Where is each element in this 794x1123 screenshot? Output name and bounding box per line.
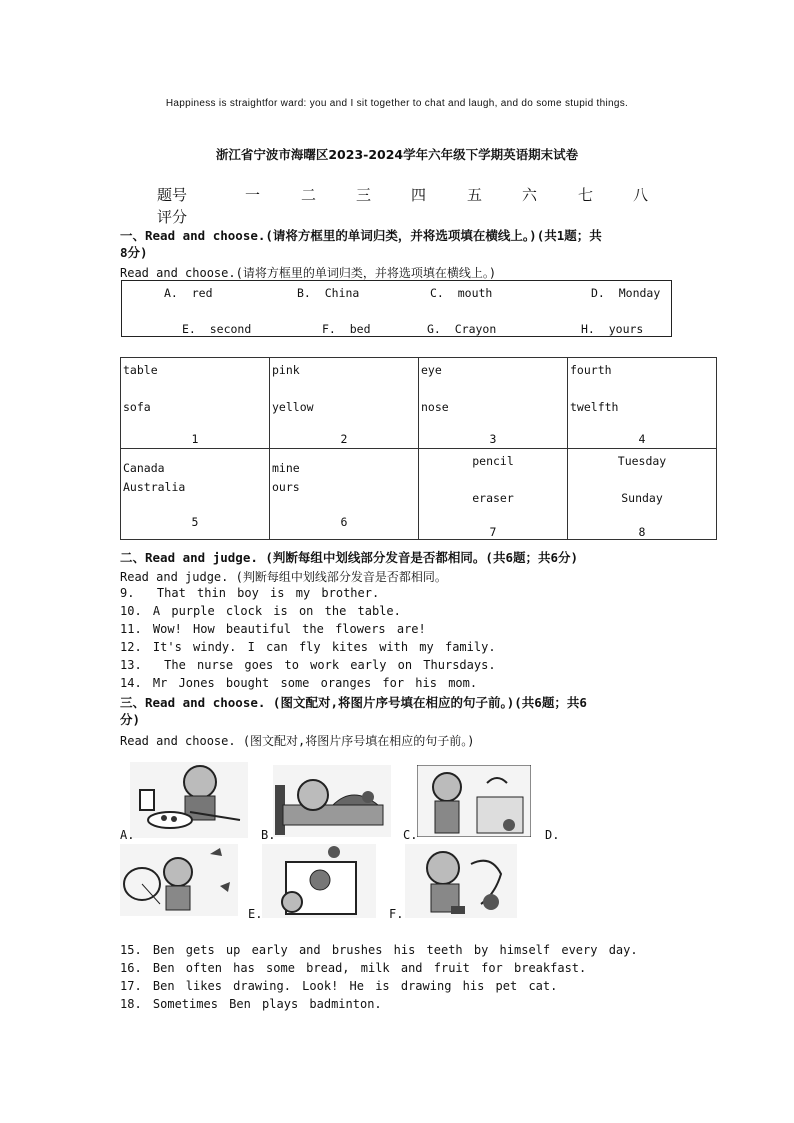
group-number: 8 — [638, 525, 646, 539]
score-row-label: 题号 — [157, 186, 188, 204]
picture-a-breakfast — [130, 762, 248, 838]
question-9: 9. That thin boy is my brother. — [120, 586, 380, 600]
score-col-5: 五 — [467, 186, 483, 204]
picture-d-badminton — [120, 844, 238, 916]
group-cell — [121, 449, 270, 540]
option-c: C. mouth — [430, 286, 493, 300]
group-word: nose — [421, 400, 449, 414]
picture-label-e: E. — [248, 907, 263, 921]
group-number: 4 — [638, 432, 646, 446]
group-word: yellow — [272, 400, 314, 414]
group-cell — [568, 358, 717, 449]
option-b: B. China — [297, 286, 360, 300]
group-number: 7 — [489, 525, 497, 539]
picture-label-b: B. — [261, 828, 276, 842]
page-title: 浙江省宁波市海曙区2023-2024学年六年级下学期英语期末试卷 — [215, 147, 579, 162]
score-col-8: 八 — [633, 186, 649, 204]
option-d: D. Monday — [591, 286, 661, 300]
question-11: 11. Wow! How beautiful the flowers are! — [120, 622, 426, 636]
picture-label-d: D. — [545, 828, 560, 842]
picture-label-f: F. — [389, 907, 404, 921]
group-number: 6 — [340, 515, 348, 529]
group-word: Tuesday — [617, 454, 667, 468]
question-18: 18. Sometimes Ben plays badminton. — [120, 997, 382, 1011]
group-cell — [121, 358, 270, 449]
section1-heading-line1: 一、Read and choose.(请将方框里的单词归类，并将选项填在横线上。)(共1题；共 — [120, 228, 602, 243]
group-cell — [419, 449, 568, 540]
group-number: 2 — [340, 432, 348, 446]
section3-instruction: Read and choose. (图文配对,将图片序号填在相应的句子前。) — [120, 734, 475, 748]
score-row2-label: 评分 — [157, 208, 188, 226]
group-word: ours — [272, 480, 300, 494]
picture-label-c: C. — [403, 828, 418, 842]
group-word: pink — [272, 363, 300, 377]
group-word: fourth — [570, 363, 612, 377]
group-word: Australia — [123, 480, 186, 494]
picture-f-boy-with-cat — [405, 844, 517, 918]
group-cell — [568, 449, 717, 540]
word-options-box — [121, 280, 672, 337]
group-cell — [270, 449, 419, 540]
score-col-4: 四 — [411, 186, 427, 204]
picture-e-drawing-cat — [262, 844, 376, 918]
group-word: eye — [421, 363, 442, 377]
score-col-1: 一 — [245, 186, 261, 204]
question-10: 10. A purple clock is on the table. — [120, 604, 401, 618]
section3-heading-line1: 三、Read and choose. (图文配对,将图片序号填在相应的句子前。)(共6题；共6 — [120, 695, 587, 710]
option-a: A. red — [164, 286, 213, 300]
group-number: 3 — [489, 432, 497, 446]
group-word: mine — [272, 461, 300, 475]
option-g: G. Crayon — [427, 322, 497, 336]
group-word: twelfth — [570, 400, 619, 414]
group-cell — [270, 358, 419, 449]
group-word: sofa — [123, 400, 151, 414]
question-13: 13. The nurse goes to work early on Thursdays. — [120, 658, 496, 672]
picture-c-brushing-teeth — [417, 765, 531, 837]
option-f: F. bed — [322, 322, 371, 336]
question-16: 16. Ben often has some bread, milk and fruit for breakfast. — [120, 961, 587, 975]
question-12: 12. It's windy. I can fly kites with my family. — [120, 640, 496, 654]
score-col-6: 六 — [522, 186, 538, 204]
question-14: 14. Mr Jones bought some oranges for his mom. — [120, 676, 478, 690]
group-word: table — [123, 363, 158, 377]
score-col-3: 三 — [356, 186, 372, 204]
section1-heading — [120, 227, 680, 261]
score-col-2: 二 — [301, 186, 317, 204]
section3-heading — [120, 694, 680, 728]
section1-instruction: Read and choose.(请将方框里的单词归类，并将选项填在横线上。) — [120, 266, 497, 280]
section2-instruction: Read and judge. (判断每组中划线部分发音是否都相同。 — [120, 570, 447, 584]
word-groups-table — [120, 357, 717, 540]
question-17: 17. Ben likes drawing. Look! He is drawing his pet cat. — [120, 979, 558, 993]
section1-heading-line2: 8分) — [120, 245, 148, 260]
group-cell — [419, 358, 568, 449]
motto-text: Happiness is straightfor ward: you and I sit together to chat and laugh, and do some stupid things. — [165, 98, 629, 109]
question-15: 15. Ben gets up early and brushes his teeth by himself every day. — [120, 943, 638, 957]
section2-heading: 二、Read and judge. (判断每组中划线部分发音是否都相同。(共6题；共6分) — [120, 550, 579, 565]
group-number: 1 — [191, 432, 199, 446]
group-word: Sunday — [621, 491, 663, 505]
section3-heading-line2: 分) — [120, 712, 141, 727]
group-number: 5 — [191, 515, 199, 529]
picture-b-bed — [273, 765, 391, 837]
group-word: Canada — [123, 461, 165, 475]
group-word: eraser — [472, 491, 514, 505]
option-h: H. yours — [581, 322, 644, 336]
picture-label-a: A. — [120, 828, 135, 842]
option-e: E. second — [182, 322, 252, 336]
score-col-7: 七 — [578, 186, 594, 204]
group-word: pencil — [472, 454, 514, 468]
